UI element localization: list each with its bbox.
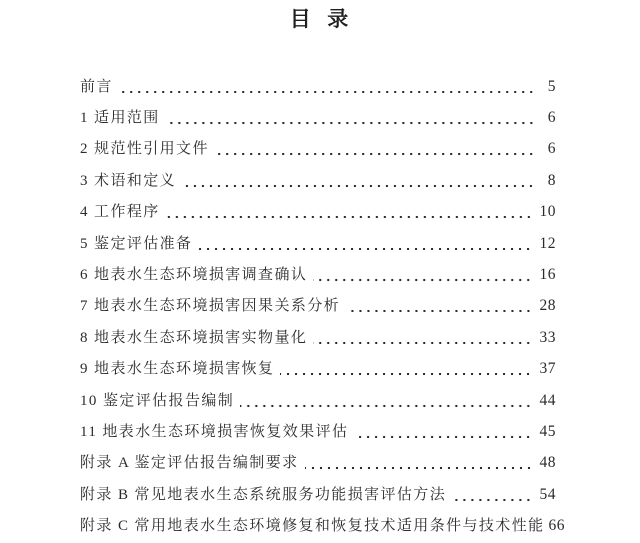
toc-entry-row xyxy=(80,510,566,541)
toc-entry-row xyxy=(80,197,556,228)
toc-entry-page: 16 xyxy=(539,266,556,284)
toc-leader-dots xyxy=(313,329,532,347)
toc-entry-label: 附录 B 常见地表水生态系统服务功能损害评估方法 xyxy=(80,486,447,503)
toc-entry-row xyxy=(80,291,556,322)
toc-entry-page: 54 xyxy=(539,485,556,503)
toc-entry-page: 10 xyxy=(539,203,556,221)
toc-entry-label: 1 适用范围 xyxy=(80,110,160,127)
toc-entry-row xyxy=(80,322,556,353)
toc-leader-dots xyxy=(280,360,532,378)
toc-entry-page: 28 xyxy=(539,297,556,315)
toc-entry-row xyxy=(80,165,556,196)
toc-entry-label: 附录 C 常用地表水生态环境修复和恢复技术适用条件与技术性能 xyxy=(80,518,545,535)
toc-leader-dots xyxy=(198,235,532,253)
toc-leader-dots xyxy=(215,140,535,158)
toc-entry-row xyxy=(80,71,556,102)
toc-entry-page: 37 xyxy=(539,360,556,378)
toc-entry-label: 前言 xyxy=(80,78,113,95)
toc-leader-dots xyxy=(354,423,532,441)
toc-entry-page: 45 xyxy=(539,422,556,440)
toc-entry-label: 10 鉴定评估报告编制 xyxy=(80,392,235,409)
toc-entry-page: 44 xyxy=(539,391,556,409)
toc-leader-dots xyxy=(166,109,535,127)
toc-leader-dots xyxy=(240,392,532,410)
toc-entry-label: 8 地表水生态环境损害实物量化 xyxy=(80,329,308,346)
toc-entry-page: 33 xyxy=(539,328,556,346)
toc-leader-dots xyxy=(346,297,532,315)
toc-entry-page: 5 xyxy=(547,77,556,95)
toc-entry-page: 6 xyxy=(547,140,556,158)
toc-leader-dots xyxy=(166,203,533,221)
toc-entry-row xyxy=(80,259,556,290)
toc-entry-row xyxy=(80,479,556,510)
toc-entry-label: 附录 A 鉴定评估报告编制要求 xyxy=(80,455,299,472)
toc-leader-dots xyxy=(119,78,535,96)
toc-entry-label: 6 地表水生态环境损害调查确认 xyxy=(80,267,308,284)
toc-leader-dots xyxy=(305,454,533,472)
toc-leader-dots xyxy=(313,266,532,284)
toc-entry-page: 6 xyxy=(547,109,556,127)
toc-entry-page: 48 xyxy=(539,454,556,472)
toc-entry-page: 66 xyxy=(548,517,566,535)
toc-entry-row xyxy=(80,228,556,259)
toc-entry-row xyxy=(80,134,556,165)
toc-entry-row xyxy=(80,354,556,385)
toc-entry-label: 9 地表水生态环境损害恢复 xyxy=(80,361,275,378)
toc-entry-label: 11 地表水生态环境损害恢复效果评估 xyxy=(80,423,349,440)
toc-entry-label: 2 规范性引用文件 xyxy=(80,141,209,158)
toc-entry-row xyxy=(80,416,556,447)
toc-entry-page: 8 xyxy=(547,171,556,189)
toc-leader-dots xyxy=(182,172,535,190)
toc-entry-label: 5 鉴定评估准备 xyxy=(80,235,193,252)
toc-entry-label: 7 地表水生态环境损害因果关系分析 xyxy=(80,298,341,315)
toc-entry-row xyxy=(80,385,556,416)
toc-entry-label: 4 工作程序 xyxy=(80,204,160,221)
toc-entry-page: 12 xyxy=(539,234,556,252)
toc-entry-row xyxy=(80,102,556,133)
toc-list xyxy=(80,71,566,542)
page-title: 目 录 xyxy=(289,7,351,31)
toc-entry-label: 3 术语和定义 xyxy=(80,172,177,189)
toc-entry-row xyxy=(80,448,556,479)
toc-leader-dots xyxy=(452,486,532,504)
